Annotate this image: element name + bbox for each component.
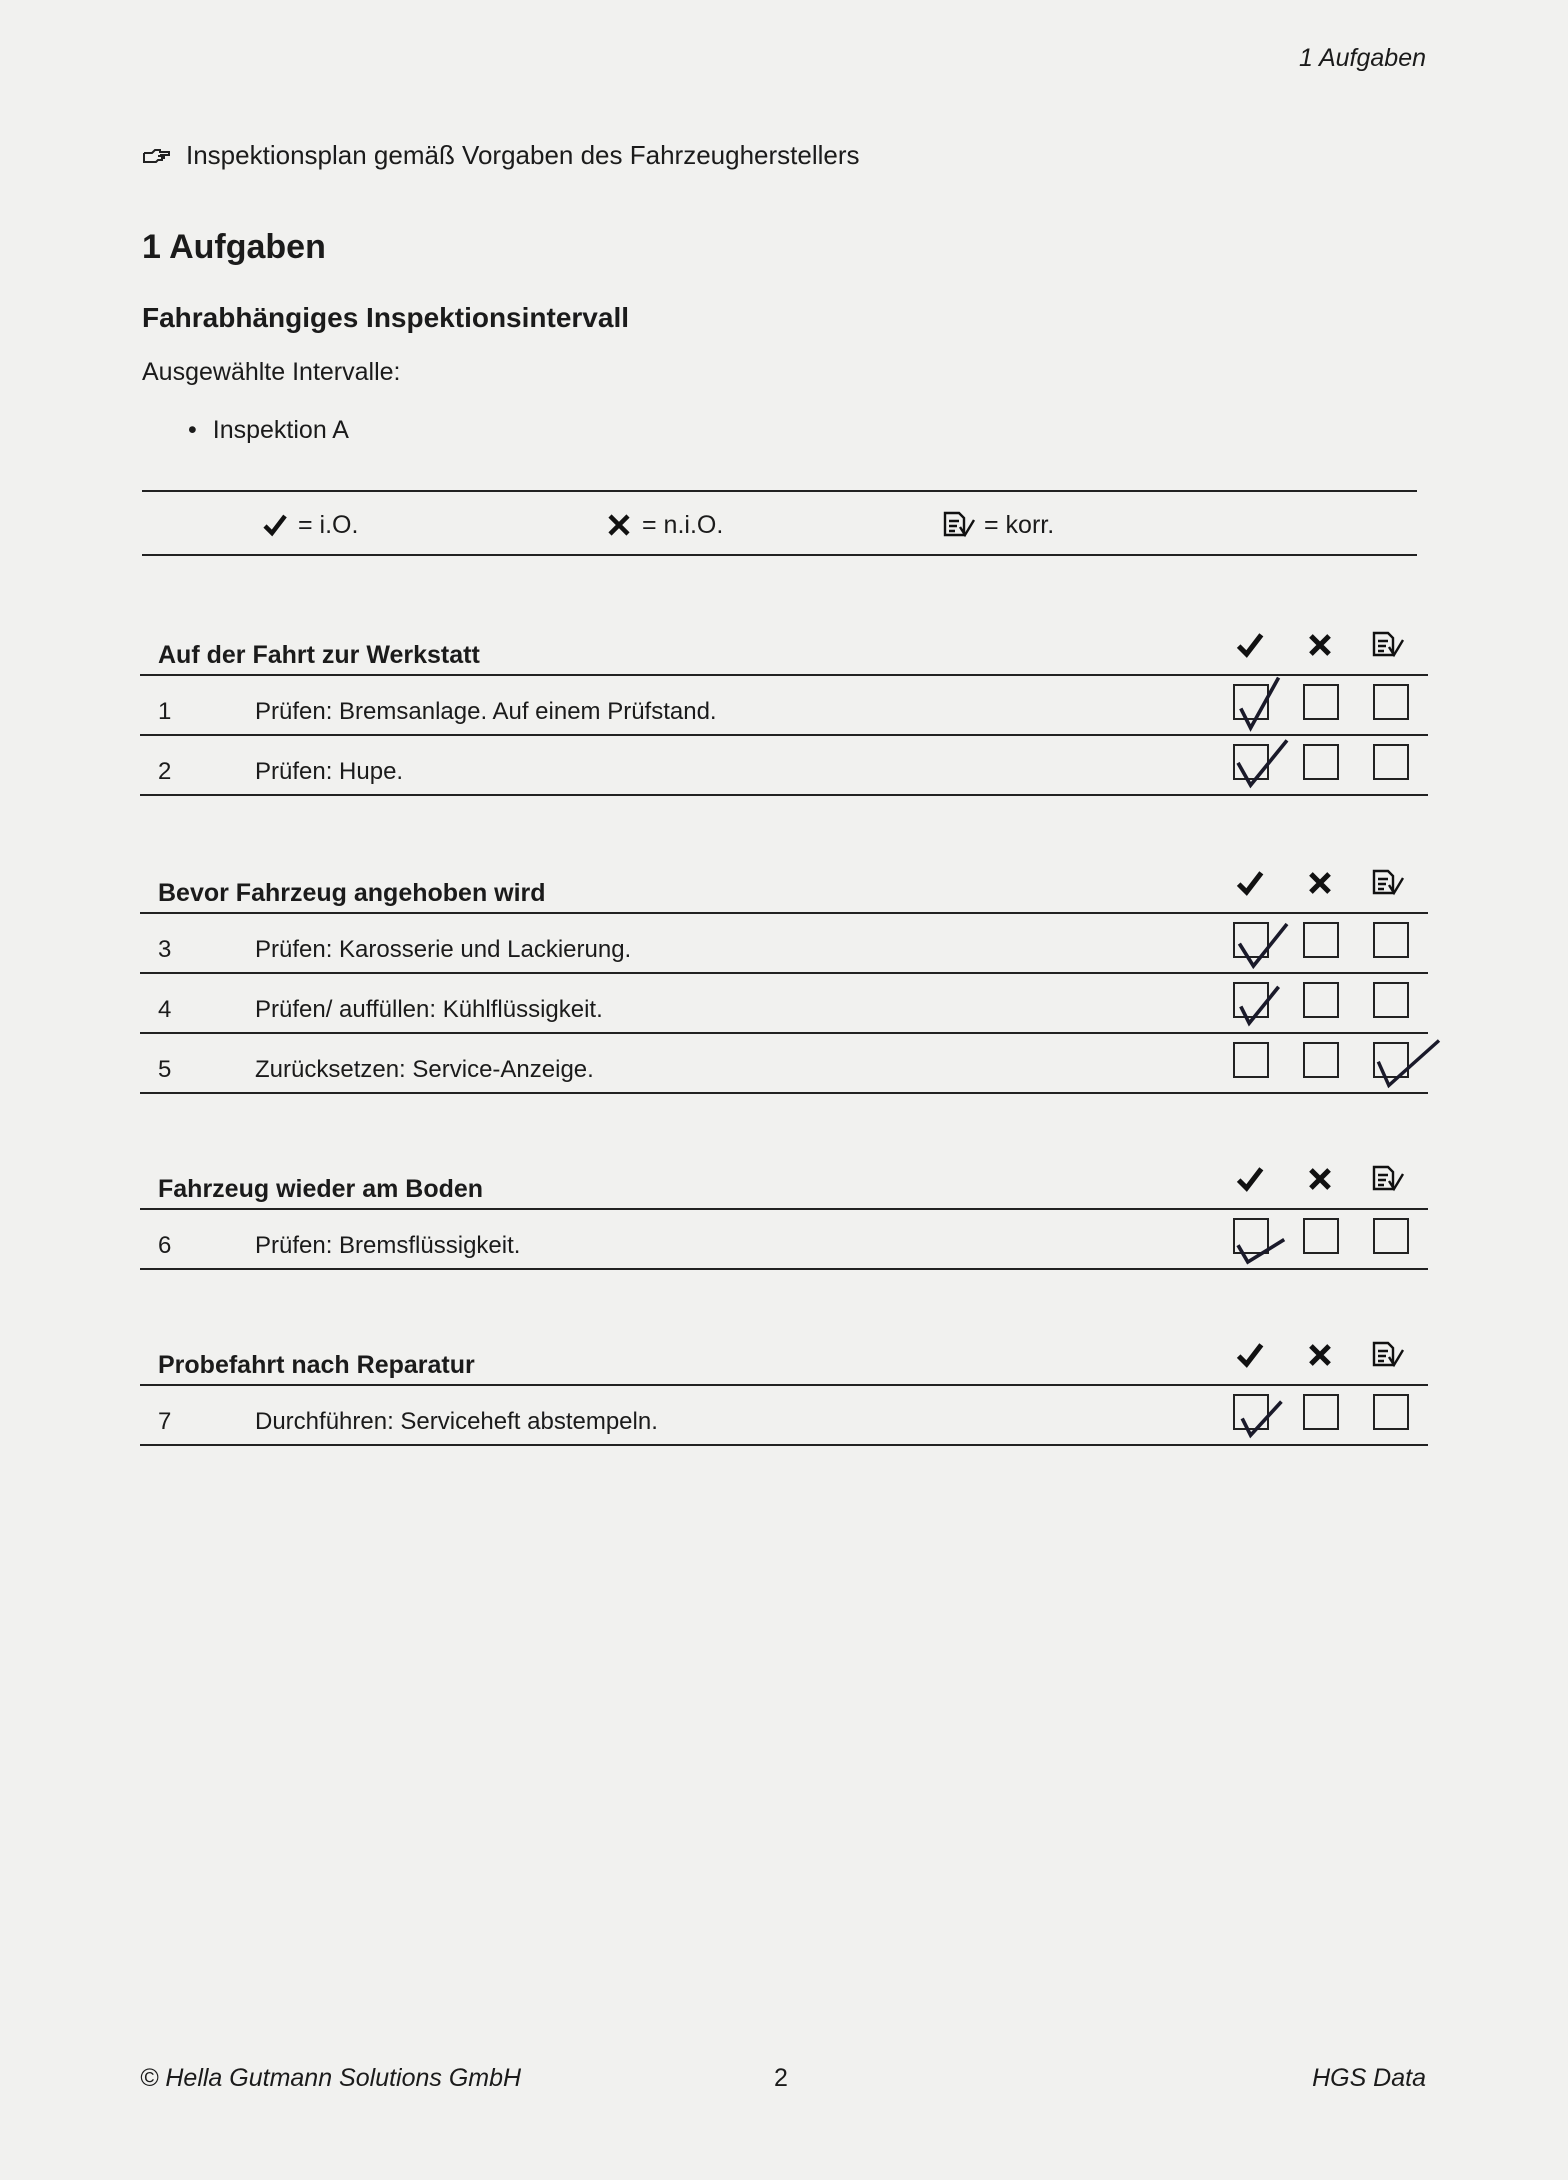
nok-checkbox[interactable] — [1303, 1218, 1339, 1254]
document-check-icon — [1371, 866, 1405, 900]
table-row — [140, 1386, 1428, 1446]
pointing-hand-icon — [142, 146, 172, 166]
handwritten-check-mark — [1373, 1030, 1439, 1088]
running-head: 1 Aufgaben — [1299, 44, 1426, 72]
ok-checkbox[interactable] — [1233, 1218, 1269, 1254]
section-title: Probefahrt nach Reparatur — [158, 1351, 475, 1379]
legend-ok — [260, 510, 358, 540]
ok-checkbox[interactable] — [1233, 744, 1269, 780]
check-icon — [1233, 1162, 1267, 1196]
legend-korr-label: = korr. — [984, 510, 1055, 539]
legend — [142, 490, 1417, 556]
interval-label: Inspektion A — [212, 416, 349, 444]
row-task: Prüfen: Karosserie und Lackierung. — [255, 936, 632, 963]
cross-icon — [1303, 628, 1337, 662]
ok-checkbox[interactable] — [1233, 982, 1269, 1018]
legend-nok — [604, 510, 723, 540]
reference-text: Inspektionsplan gemäß Vorgaben des Fahrzeugherstellers — [186, 140, 860, 170]
nok-checkbox[interactable] — [1303, 744, 1339, 780]
nok-checkbox[interactable] — [1303, 982, 1339, 1018]
row-task: Durchführen: Serviceheft abstempeln. — [255, 1408, 658, 1435]
row-number: 5 — [158, 1056, 172, 1083]
section-title: Bevor Fahrzeug angehoben wird — [158, 879, 546, 907]
korr-checkbox[interactable] — [1373, 922, 1409, 958]
table-row — [140, 736, 1428, 796]
reference-line — [142, 140, 860, 171]
handwritten-check-mark — [1231, 910, 1287, 966]
nok-checkbox[interactable] — [1303, 1042, 1339, 1078]
checklist-section — [140, 1150, 1428, 1270]
nok-checkbox[interactable] — [1303, 684, 1339, 720]
korr-checkbox[interactable] — [1373, 744, 1409, 780]
table-row — [140, 676, 1428, 736]
legend-korr — [942, 510, 1054, 540]
checklist-section — [140, 616, 1428, 796]
cross-icon — [604, 510, 634, 540]
ok-checkbox[interactable] — [1233, 684, 1269, 720]
intervals-label: Ausgewählte Intervalle: — [142, 358, 401, 386]
ok-checkbox[interactable] — [1233, 1042, 1269, 1078]
handwritten-check-mark — [1231, 732, 1287, 788]
cross-icon — [1303, 866, 1337, 900]
handwritten-check-mark — [1231, 1206, 1287, 1262]
check-icon — [1233, 1338, 1267, 1372]
row-task: Prüfen: Bremsflüssigkeit. — [255, 1232, 521, 1259]
document-check-icon — [1371, 1162, 1405, 1196]
section-header — [140, 616, 1428, 676]
legend-ok-label: = i.O. — [298, 510, 359, 539]
document-check-icon — [1371, 628, 1405, 662]
footer-copyright: © Hella Gutmann Solutions GmbH — [140, 2064, 522, 2092]
section-header — [140, 854, 1428, 914]
korr-checkbox[interactable] — [1373, 684, 1409, 720]
cross-icon — [1303, 1162, 1337, 1196]
section-subtitle: Fahrabhängiges Inspektionsintervall — [142, 302, 630, 333]
korr-checkbox[interactable] — [1373, 1042, 1409, 1078]
table-row — [140, 1210, 1428, 1270]
row-task: Prüfen: Hupe. — [255, 758, 404, 785]
handwritten-check-mark — [1231, 970, 1287, 1026]
cross-icon — [1303, 1338, 1337, 1372]
korr-checkbox[interactable] — [1373, 1218, 1409, 1254]
document-check-icon — [942, 510, 976, 540]
section-header — [140, 1326, 1428, 1386]
row-number: 7 — [158, 1408, 172, 1435]
document-check-icon — [1371, 1338, 1405, 1372]
check-icon — [1233, 628, 1267, 662]
legend-nok-label: = n.i.O. — [642, 510, 724, 539]
korr-checkbox[interactable] — [1373, 1394, 1409, 1430]
nok-checkbox[interactable] — [1303, 922, 1339, 958]
handwritten-check-mark — [1231, 1382, 1287, 1438]
page-number: 2 — [774, 2064, 788, 2092]
ok-checkbox[interactable] — [1233, 922, 1269, 958]
row-task: Prüfen: Bremsanlage. Auf einem Prüfstand. — [255, 698, 717, 725]
row-task: Zurücksetzen: Service-Anzeige. — [255, 1056, 594, 1083]
section-title: Auf der Fahrt zur Werkstatt — [158, 641, 480, 669]
section-title: Fahrzeug wieder am Boden — [158, 1175, 484, 1203]
row-number: 3 — [158, 936, 172, 963]
check-icon — [260, 510, 290, 540]
row-task: Prüfen/ auffüllen: Kühlflüssigkeit. — [255, 996, 603, 1023]
table-row — [140, 914, 1428, 974]
row-number: 6 — [158, 1232, 172, 1259]
footer-brand: HGS Data — [1312, 2064, 1426, 2092]
interval-item: • Inspektion A — [188, 416, 349, 444]
row-number: 2 — [158, 758, 172, 785]
checklist-section — [140, 1326, 1428, 1446]
handwritten-check-mark — [1231, 672, 1287, 728]
ok-checkbox[interactable] — [1233, 1394, 1269, 1430]
korr-checkbox[interactable] — [1373, 982, 1409, 1018]
nok-checkbox[interactable] — [1303, 1394, 1339, 1430]
table-row — [140, 1034, 1428, 1094]
checklist-section — [140, 854, 1428, 1094]
page-title: 1 Aufgaben — [142, 228, 326, 266]
table-row — [140, 974, 1428, 1034]
row-number: 1 — [158, 698, 172, 725]
check-icon — [1233, 866, 1267, 900]
row-number: 4 — [158, 996, 172, 1023]
section-header — [140, 1150, 1428, 1210]
